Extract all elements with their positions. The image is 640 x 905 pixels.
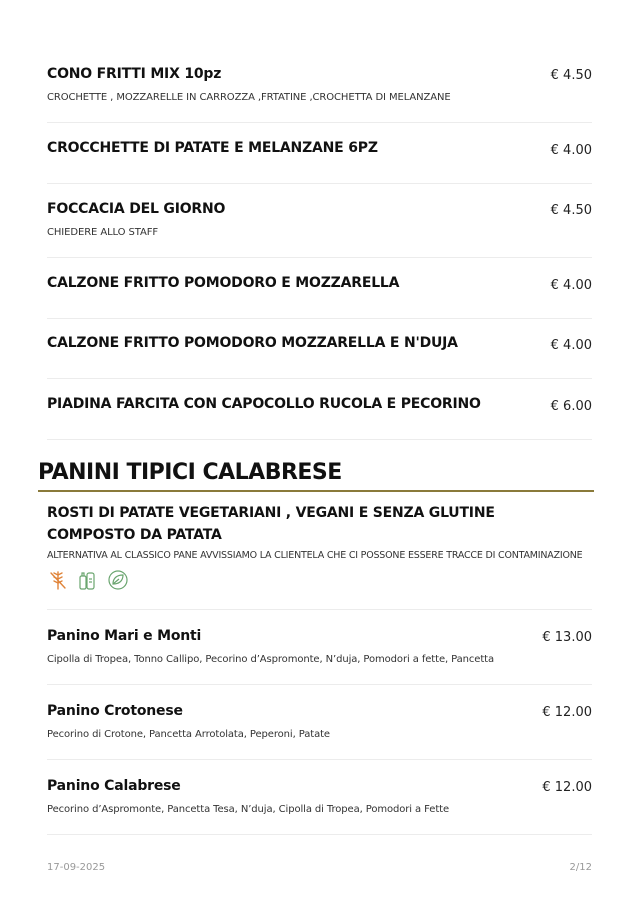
section-note	[47, 502, 592, 610]
item-price: € 4.00	[550, 338, 592, 353]
item-name: CROCCHETTE DI PATATE E MELANZANE 6PZ	[47, 140, 378, 156]
item-name: Panino Calabrese	[47, 778, 181, 794]
note-description: ALTERNATIVA AL CLASSICO PANE AVVISSIAMO LA CLIENTELA CHE CI POSSONE ESSERE TRACCE DI CONTAMINAZIONE	[47, 550, 583, 561]
menu-item	[47, 273, 592, 319]
item-description: Pecorino d’Aspromonte, Pancetta Tesa, N’duja, Cipolla di Tropea, Pomodori a Fette	[47, 804, 450, 815]
page-number: 2/12	[569, 862, 592, 873]
item-price: € 12.00	[542, 780, 592, 795]
item-price: € 4.50	[550, 203, 592, 218]
menu-item	[47, 138, 592, 184]
item-description: CROCHETTE , MOZZARELLE IN CARROZZA ,FRTATINE ,CROCHETTA DI MELANZANE	[47, 92, 451, 103]
section-title: PANINI TIPICI CALABRESE	[38, 460, 342, 485]
item-name: CALZONE FRITTO POMODORO E MOZZARELLA	[47, 275, 400, 291]
menu-item	[47, 394, 592, 440]
menu-item	[47, 626, 592, 685]
item-name: CONO FRITTI MIX 10pz	[47, 66, 222, 82]
item-description: Cipolla di Tropea, Tonno Callipo, Pecorino d’Aspromonte, N’duja, Pomodori a fette, Pancetta	[47, 654, 495, 665]
item-price: € 13.00	[542, 630, 592, 645]
item-name: CALZONE FRITTO POMODORO MOZZARELLA E N'DUJA	[47, 335, 458, 351]
item-name: PIADINA FARCITA CON CAPOCOLLO RUCOLA E PECORINO	[47, 396, 481, 412]
item-price: € 4.00	[550, 143, 592, 158]
footer-date: 17-09-2025	[47, 862, 106, 873]
menu-item	[47, 701, 592, 760]
menu-item	[47, 776, 592, 835]
note-title: ROSTI DI PATATE VEGETARIANI , VEGANI E SENZA GLUTINE COMPOSTO DA PATATA	[47, 505, 495, 543]
gluten-free-icon	[47, 569, 69, 591]
item-price: € 12.00	[542, 705, 592, 720]
menu-item	[47, 199, 592, 258]
vegetarian-icon	[77, 569, 99, 591]
item-name: FOCCACIA DEL GIORNO	[47, 201, 226, 217]
item-price: € 6.00	[550, 399, 592, 414]
section-divider	[38, 490, 594, 492]
item-name: Panino Crotonese	[47, 703, 183, 719]
menu-item	[47, 333, 592, 379]
item-name: Panino Mari e Monti	[47, 628, 202, 644]
menu-item	[47, 64, 592, 123]
diet-icons	[47, 569, 592, 591]
vegan-icon	[107, 569, 129, 591]
item-price: € 4.00	[550, 278, 592, 293]
item-description: Pecorino di Crotone, Pancetta Arrotolata, Peperoni, Patate	[47, 729, 330, 740]
item-price: € 4.50	[550, 68, 592, 83]
item-description: CHIEDERE ALLO STAFF	[47, 227, 159, 238]
